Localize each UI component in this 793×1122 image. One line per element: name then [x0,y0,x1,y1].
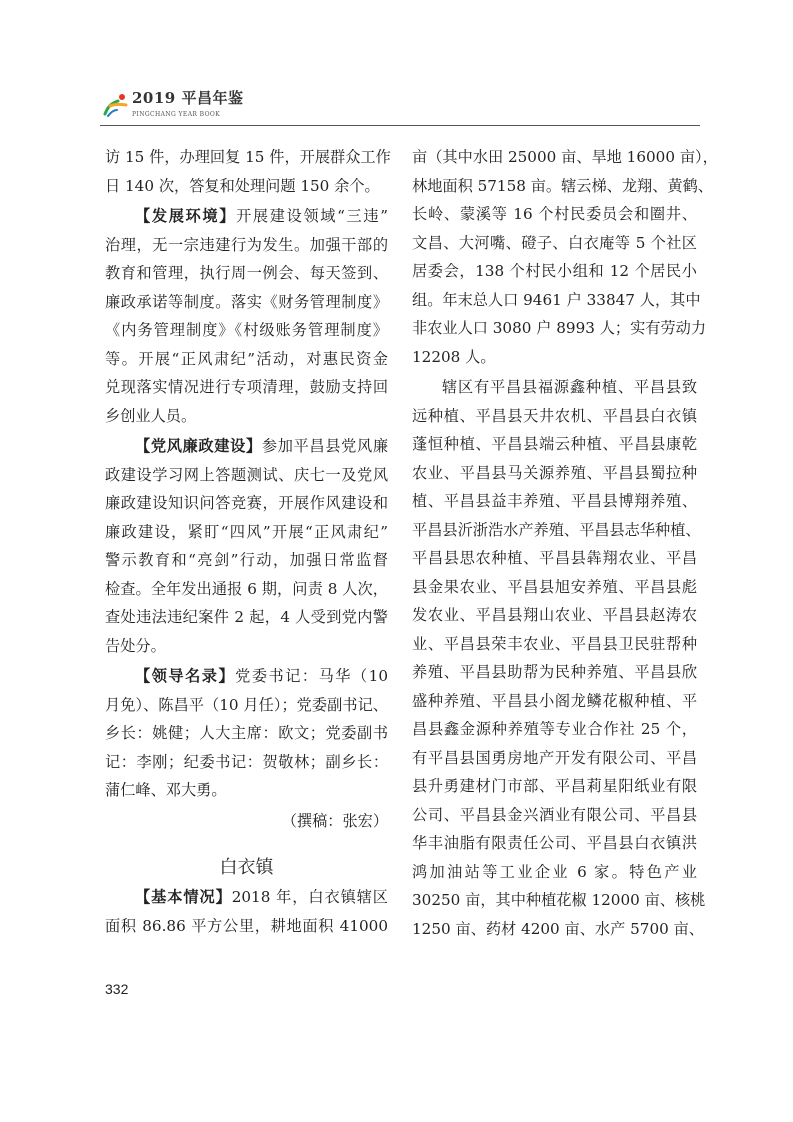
text-line [105,288,388,317]
left-column [105,143,391,942]
line-text: 教育和管理，执行周一例会、每天签到、 [105,264,388,282]
section-lead: 【发展环境】 [135,207,237,225]
text-line [105,912,388,941]
text-line [412,744,697,773]
line-text: 平昌县沂浙浩水产养殖、平昌县志华种植、 [412,520,701,539]
line-text: 访 15 件，办理回复 15 件，开展群众工作 [105,148,391,166]
line-text: 植、平昌县益丰养殖、平昌县博翔养殖、 [412,492,697,510]
header-title: 2019 平昌年鉴 [132,89,244,107]
line-text: 有平昌县国勇房地产开发有限公司、平昌 [412,748,697,767]
line-text: 文昌、大河嘴、磴子、白衣庵等 5 个社区 [412,233,697,252]
text-line [412,257,697,286]
right-column [412,143,718,945]
text-line [105,402,388,431]
yearbook-logo-icon [102,92,128,118]
line-text: 政建设学习网上答题测试、庆七一及党风 [105,465,388,484]
text-line [105,316,388,345]
text-line [105,202,388,231]
line-text: 盛种养殖、平昌县小阁龙鳞花椒种植、平 [412,691,697,710]
text-line [412,172,713,201]
line-text: 面积 86.86 平方公里，耕地面积 41000 [105,916,388,935]
line-text: 县金果农业、平昌县旭安养殖、平昌县彪 [412,577,697,596]
text-line [412,143,718,172]
text-line [105,461,388,490]
paragraph-party-integrity [105,432,388,660]
line-text: 30250 亩，其中种植花椒 12000 亩、核桃 [412,891,706,909]
text-line [412,487,697,516]
line-text: 组。年末总人口 9461 户 33847 人，其中 [412,290,701,309]
line-text: 告处分。 [105,636,166,655]
text-line [105,231,388,260]
line-text: 查处违法违纪案件 2 起，4 人受到党内警 [105,608,388,626]
text-line [412,314,707,343]
line-text: 乡创业人员。 [105,406,197,425]
line-text: 2018 年，白衣镇辖区 [231,888,388,906]
text-line [412,286,701,315]
text-line [412,630,697,659]
line-text: 非农业人口 3080 户 8993 人；实有劳动力 [412,319,707,337]
line-text: 参加平昌县党风廉 [261,437,389,455]
line-text: 警示教育和“亮剑”行动，加强日常监督 [105,551,388,569]
line-text: 林地面积 57158 亩。辖云梯、龙翔、黄鹤、 [412,176,713,195]
line-text: 平昌县思农种植、平昌县犇翔农业、平昌 [412,549,697,567]
section-title: 白衣镇 [219,857,274,878]
line-text: 12208 人。 [412,347,496,366]
line-text: 辖区有平昌县福源鑫种植、平昌县致 [442,378,697,396]
paragraph-development-environment [105,202,388,430]
line-text: 华丰油脂有限责任公司、平昌县白衣镇洪 [412,834,697,852]
page-header [100,90,700,124]
byline: （撰稿：张宏） [281,811,388,830]
text-line [412,601,697,630]
line-text: 等。开展“正风肃纪”活动，对惠民资金 [105,349,388,368]
line-text: 兑现落实情况进行专项清理，鼓励支持回 [105,378,388,396]
text-line [412,459,697,488]
line-text: 开展建设领域“三违” [236,207,388,225]
text-line [412,573,697,602]
text-line [412,772,697,801]
text-line [105,776,388,805]
line-text: 远种植、平昌县天井农机、平昌县白衣镇 [412,406,697,425]
text-line [105,172,388,201]
text-line [412,715,697,744]
text-line [105,518,388,547]
text-line [105,575,388,604]
text-line [105,259,388,288]
text-line [412,402,697,431]
text-line [412,544,697,573]
text-line [105,883,388,912]
text-line [412,658,697,687]
text-line [105,489,388,518]
text-line [412,858,697,887]
line-text: 《内务管理制度》《村级账务管理制度》 [105,321,388,339]
line-text: 业、平昌县荣丰农业、平昌县卫民驻帮种 [412,634,697,653]
line-text: 公司、平昌县金兴酒业有限公司、平昌县 [412,805,697,824]
text-line [105,373,388,402]
paragraph-petitions [105,143,391,200]
header-subtitle: PINGCHANG YEAR BOOK [132,111,221,118]
line-text: 鸿加油站等工业企业 6 家。特色产业 [412,862,697,881]
text-line [105,691,388,720]
section-lead: 【基本情况】 [135,888,232,906]
text-line [412,200,697,229]
line-text: 居委会，138 个村民小组和 12 个居民小 [412,262,697,280]
text-line [105,546,388,575]
line-text: 养殖、平昌县助帮为民种养殖、平昌县欣 [412,663,697,681]
text-line [412,430,697,459]
line-text: 县升勇建材门市部、平昌莉星阳纸业有限 [412,777,697,795]
line-text: 治理，无一宗违建行为发生。加强干部的 [105,235,388,254]
line-text: 发农业、平昌县翔山农业、平昌县赵涛农 [412,606,697,624]
text-line [105,632,388,661]
text-line [105,603,388,632]
text-line [105,345,388,374]
text-line [412,801,697,830]
text-line [105,432,388,461]
text-line [105,748,388,777]
line-text: 蓬恒种植、平昌县端云种植、平昌县康乾 [412,435,697,453]
line-text: 月免）、陈昌平（10 月任）；党委副书记、 [105,695,388,714]
line-text: 长岭、蒙溪等 16 个村民委员会和圈井、 [412,205,697,223]
text-line [412,886,706,915]
text-line [412,829,697,858]
line-text: 检查。全年发出通报 6 期，问责 8 人次， [105,579,388,598]
line-text: 亩（其中水田 25000 亩、旱地 16000 亩）， [412,148,718,166]
header-divider [100,125,700,126]
line-text: 乡长：姚健；人大主席：欧文；党委副书 [105,724,388,742]
text-line [105,662,388,691]
line-text: 日 140 次，答复和处理问题 150 余个。 [105,176,380,195]
line-text: 1250 亩、药材 4200 亩、水产 5700 亩、 [412,919,704,938]
text-line [412,915,704,944]
line-text: 廉政建设，紧盯“四风”开展“正风肃纪” [105,522,388,541]
line-text: 昌县鑫金源种养殖等专业合作社 25 个， [412,720,697,738]
paragraph-leadership-roster [105,662,388,805]
line-text: 廉政承诺等制度。落实《财务管理制度》 [105,292,388,311]
line-text: 廉政建设知识问答竞赛，开展作风建设和 [105,494,388,512]
section-lead: 【党风廉政建设】 [135,437,262,455]
text-line [412,687,697,716]
paragraph-basic-info-continued [412,143,718,371]
line-text: 党委书记：马华（10 [235,667,389,685]
line-text: 蒲仁峰、邓大勇。 [105,781,227,799]
page-number: 332 [105,981,129,997]
paragraph-basic-info [105,883,388,940]
text-line [105,719,388,748]
line-text: 记：李刚；纪委书记：贺敬林；副乡长： [105,752,388,771]
text-line [412,229,697,258]
line-text: 农业、平昌县马关源养殖、平昌县蜀拉种 [412,463,697,482]
text-line [105,143,391,172]
text-line [412,343,697,372]
section-lead: 【领导名录】 [135,667,236,685]
paragraph-enterprises [412,373,706,943]
text-line [412,516,701,545]
text-line [412,373,697,402]
